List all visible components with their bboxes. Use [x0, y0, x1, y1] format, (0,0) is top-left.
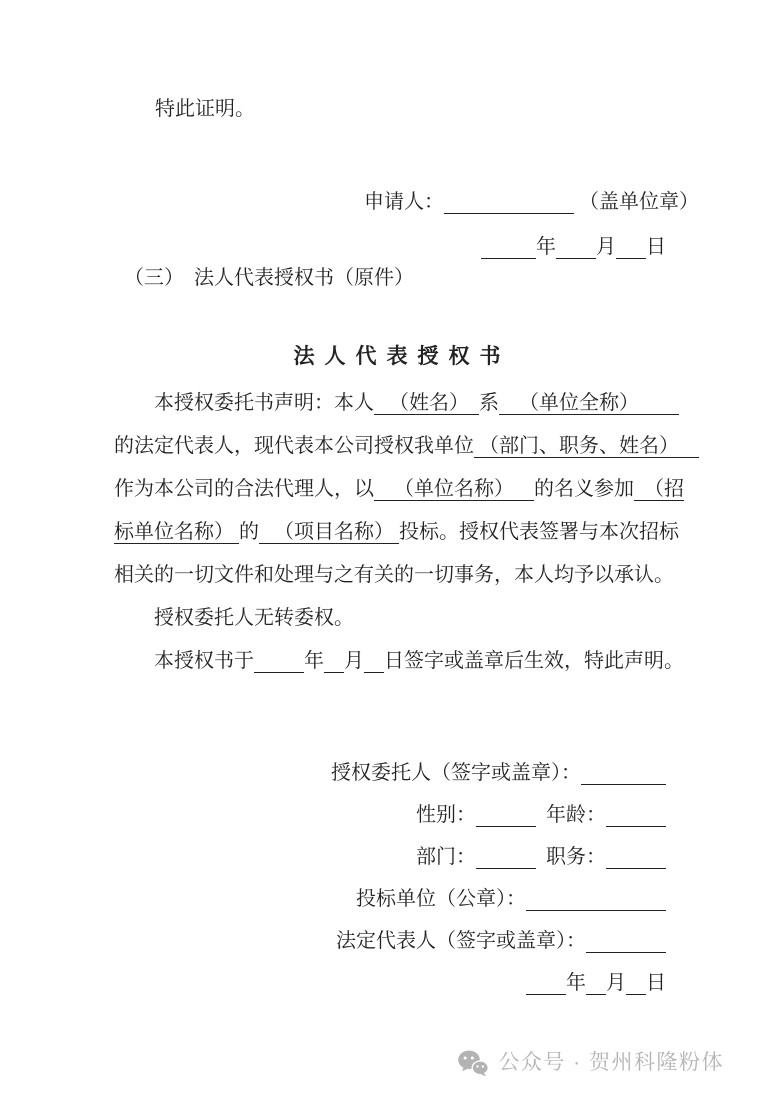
- document-line: [331, 962, 666, 1004]
- text-run: 的: [239, 521, 259, 543]
- text-run: 月: [344, 650, 364, 672]
- document-line: [114, 382, 679, 425]
- fill-in-blank: [526, 888, 666, 910]
- fill-in-blank: （项目名称）: [259, 521, 399, 543]
- fill-in-blank: [586, 972, 606, 994]
- fill-in-blank: [254, 650, 304, 672]
- fill-in-blank: （姓名）: [374, 392, 479, 414]
- text-run: 日: [646, 236, 666, 258]
- watermark: [457, 1046, 724, 1080]
- document-line: [331, 794, 666, 836]
- wechat-icon: [457, 1049, 489, 1077]
- applicant-date-line: [481, 226, 666, 269]
- fill-in-blank: [324, 650, 344, 672]
- text-run: 职务：: [536, 846, 606, 868]
- fill-in-blank: [586, 930, 666, 952]
- fill-in-blank: 标单位名称）: [114, 521, 239, 543]
- text-run: 日签字或盖章后生效，特此声明。: [384, 650, 684, 672]
- fill-in-blank: （单位名称）: [374, 478, 534, 500]
- authorization-body: [114, 382, 699, 683]
- text-run: 本授权委托书声明：本人: [114, 392, 374, 414]
- document-line: [331, 920, 666, 962]
- text-run: 月: [606, 972, 626, 994]
- document-line: [114, 554, 674, 597]
- text-run: 系: [479, 392, 499, 414]
- document-title: 法人代表授权书: [293, 344, 511, 368]
- fill-in-blank: [481, 236, 536, 258]
- text-run: 年: [536, 236, 556, 258]
- applicant-signature-line: [364, 181, 699, 224]
- fill-in-blank: [476, 804, 536, 826]
- fill-in-blank: [606, 846, 666, 868]
- fill-in-blank: [581, 762, 666, 784]
- text-run: （盖单位章）: [574, 191, 699, 213]
- fill-in-blank: [476, 846, 536, 868]
- text-run: 授权委托人（签字或盖章）：: [331, 762, 581, 784]
- text-run: 授权委托人无转委权。: [114, 607, 354, 629]
- text-run: 年: [304, 650, 324, 672]
- document-line: [114, 425, 699, 468]
- fill-in-blank: [364, 650, 384, 672]
- fill-in-blank: [444, 191, 574, 213]
- closing-statement: 特此证明。: [155, 98, 255, 120]
- text-run: 本授权书于: [114, 650, 254, 672]
- fill-in-blank: （部门、职务、姓名）: [474, 435, 699, 457]
- document-line: [114, 511, 679, 554]
- fill-in-blank: [616, 236, 646, 258]
- signature-block: [331, 752, 666, 1004]
- text-run: 法定代表人（签字或盖章）：: [336, 930, 586, 952]
- fill-in-blank: [526, 972, 566, 994]
- text-run: 相关的一切文件和处理与之有关的一切事务，本人均予以承认。: [114, 564, 674, 586]
- text-run: 的法定代表人，现代表本公司授权我单位: [114, 435, 474, 457]
- document-line: [114, 597, 674, 640]
- watermark-text: 公众号 · 贺州科隆粉体: [498, 1051, 724, 1074]
- text-run: 投标。授权代表签署与本次招标: [399, 521, 679, 543]
- fill-in-blank: [606, 804, 666, 826]
- text-run: 部门：: [416, 846, 476, 868]
- text-run: 性别：: [416, 804, 476, 826]
- text-run: 作为本公司的合法代理人，以: [114, 478, 374, 500]
- text-run: 申请人：: [364, 191, 444, 213]
- document-line: [331, 752, 666, 794]
- text-run: 投标单位（公章）：: [356, 888, 526, 910]
- text-run: 月: [596, 236, 616, 258]
- text-run: 的名义参加: [534, 478, 634, 500]
- fill-in-blank: （单位全称）: [499, 392, 679, 414]
- document-line: [331, 836, 666, 878]
- text-run: 年: [566, 972, 586, 994]
- text-run: 年龄：: [536, 804, 606, 826]
- document-line: [331, 878, 666, 920]
- document-line: [114, 468, 684, 511]
- fill-in-blank: [626, 972, 646, 994]
- text-run: 日: [646, 972, 666, 994]
- fill-in-blank: （招: [634, 478, 684, 500]
- fill-in-blank: [556, 236, 596, 258]
- section-heading: （三） 法人代表授权书（原件）: [124, 267, 414, 289]
- document-line: [114, 640, 684, 683]
